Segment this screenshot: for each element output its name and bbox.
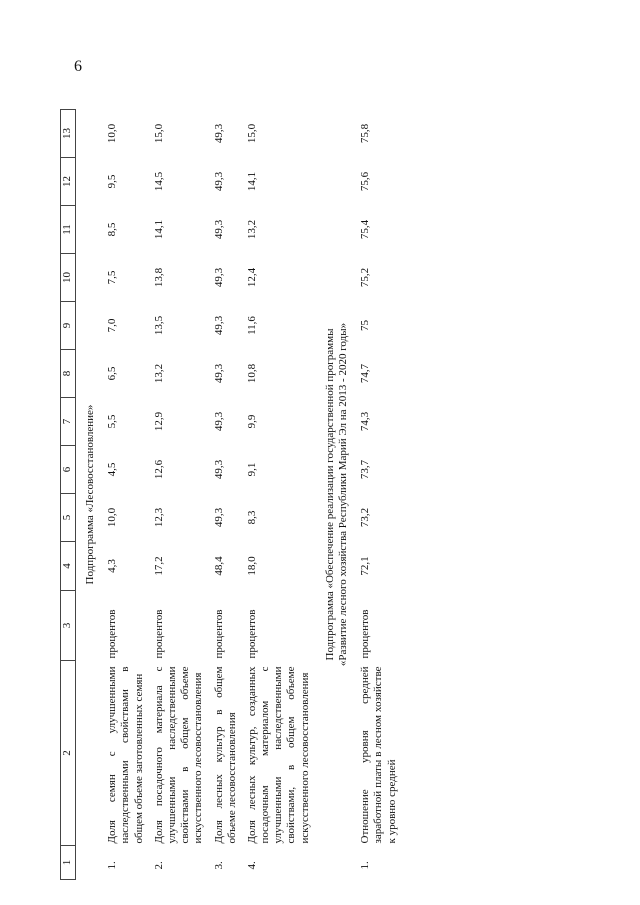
table-body [76,110,403,880]
section-title [76,110,104,880]
indicator-name: Доля лесных культур в общем объеме лесовосстановления [212,666,238,844]
indicator-value: 12,6 [152,459,165,480]
indicator-name: Доля семян с улучшенными наследственными свойствами в общем объеме заготовленных семян [106,666,145,844]
indicator-value: 17,2 [152,556,165,576]
table-row [243,110,316,880]
column-number-header: 8 [61,350,76,398]
row-number: 1. [106,861,119,870]
row-number: 2. [152,861,165,870]
column-number-header: 12 [61,158,76,206]
indicator-value: 75 [359,320,372,331]
indicator-value: 13,2 [245,219,258,240]
indicator-value: 10,0 [106,507,119,528]
table-row [356,110,403,880]
indicator-value: 14,1 [152,219,165,240]
indicator-value: 18,0 [245,556,258,576]
column-number-header: 6 [61,446,76,494]
indicator-value: 74,3 [359,411,372,432]
indicator-value: 15,0 [152,123,165,144]
unit-of-measure: процентов [245,609,258,659]
unit-of-measure: процентов [106,609,119,659]
indicator-name: Доля посадочного материала с улучшенными наследственными свойствами в общем объеме искусственного лесовосстановления [152,666,205,844]
page-number: 6 [74,58,82,75]
unit-of-measure: процентов [212,609,225,659]
indicator-value: 13,5 [152,315,165,336]
indicator-value: 49,3 [212,315,225,336]
column-number-header: 4 [61,542,76,591]
indicator-value: 49,3 [212,363,225,384]
indicator-value: 75,6 [359,171,372,192]
section-title-line: Подпрограмма «Лесовосстановление» [84,404,96,585]
unit-of-measure: процентов [359,609,372,659]
indicator-value: 74,7 [359,363,372,384]
indicator-value: 7,0 [106,318,119,333]
indicator-value: 14,1 [245,171,258,192]
indicator-value: 15,0 [245,123,258,144]
indicator-value: 14,5 [152,171,165,192]
indicator-value: 8,5 [106,222,119,237]
indicator-value: 49,3 [212,171,225,192]
column-number-header: 11 [61,206,76,254]
indicator-table-sheet [60,112,500,880]
column-number-header: 10 [61,254,76,302]
indicator-value: 49,3 [212,459,225,480]
column-number-header: 5 [61,494,76,542]
indicator-value: 4,3 [106,559,119,573]
section-header-row [316,110,356,880]
indicator-value: 13,2 [152,363,165,384]
row-number: 1. [359,861,372,870]
indicator-value: 49,3 [212,411,225,432]
column-number-header: 13 [61,110,76,158]
indicator-name: Отношение уровня средней заработной платы в лесном хозяйстве к уровню средней [359,666,398,844]
indicator-value: 11,6 [245,316,258,335]
indicator-value: 5,5 [106,414,119,429]
section-header-row [76,110,104,880]
table-row [103,110,150,880]
unit-of-measure: процентов [152,609,165,659]
section-title-line: «Развитие лесного хозяйства Республики Марий Эл на 2013 - 2020 годы» [337,322,349,667]
indicator-value: 12,9 [152,411,165,432]
indicator-value: 8,3 [245,510,258,525]
indicator-value: 10,8 [245,363,258,384]
indicator-value: 72,1 [359,556,372,576]
section-title [316,110,356,880]
indicator-value: 48,4 [212,556,225,576]
indicators-table [60,109,403,880]
column-number-header: 7 [61,398,76,446]
column-number-header: 2 [61,661,76,846]
indicator-value: 73,7 [359,459,372,480]
indicator-value: 6,5 [106,366,119,381]
indicator-value: 49,3 [212,219,225,240]
indicator-value: 4,5 [106,462,119,477]
section-title-line: Подпрограмма «Обеспечение реализации государственной программы [323,328,336,661]
indicator-value: 10,0 [106,123,119,144]
indicator-value: 7,5 [106,270,119,285]
column-number-header: 1 [61,846,76,880]
indicator-value: 75,8 [359,123,372,144]
indicator-name: Доля лесных культур, созданных посадочным материалом с улучшенными наследственными свойствами, в общем объеме искусственного лесовосстановления [245,666,311,844]
indicator-value: 49,3 [212,267,225,288]
column-number-row [61,110,76,880]
indicator-value: 9,9 [245,414,258,429]
column-number-header: 3 [61,591,76,661]
indicator-value: 75,4 [359,219,372,240]
indicator-value: 12,3 [152,507,165,528]
indicator-value: 12,4 [245,267,258,288]
indicator-value: 75,2 [359,267,372,288]
table-row [150,110,210,880]
column-number-header: 9 [61,302,76,350]
table-row [210,110,243,880]
indicator-value: 49,3 [212,123,225,144]
row-number: 4. [245,861,258,870]
indicator-value: 49,3 [212,507,225,528]
indicator-value: 13,8 [152,267,165,288]
row-number: 3. [212,861,225,870]
indicator-value: 73,2 [359,507,372,528]
indicator-value: 9,5 [106,174,119,189]
indicator-value: 9,1 [245,462,258,477]
